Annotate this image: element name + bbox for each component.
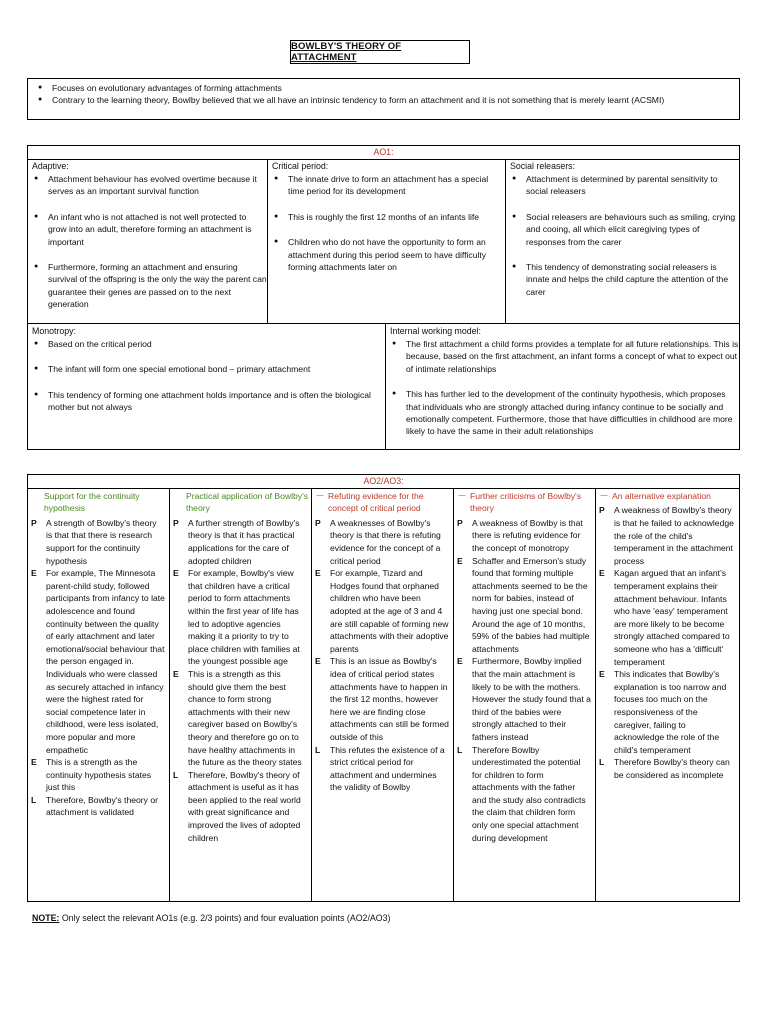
evaluation-column xyxy=(170,489,312,901)
peel-key: L xyxy=(599,757,605,768)
peel-row xyxy=(170,668,311,769)
peel-key: L xyxy=(173,769,179,780)
document-title xyxy=(290,40,470,64)
peel-row xyxy=(596,567,739,668)
adaptive-cell xyxy=(28,159,268,323)
social-releasers-heading: Social releasers: xyxy=(510,161,576,171)
internal-working-model-heading: Internal working model: xyxy=(390,326,481,336)
peel-key: E xyxy=(173,668,179,679)
peel-key: L xyxy=(315,744,321,755)
peel-key: L xyxy=(457,744,463,755)
peel-text: Therefore, Bowlby's theory or attachment is validated xyxy=(46,794,158,818)
monotropy-cell xyxy=(28,323,386,449)
peel-row xyxy=(596,756,739,781)
peel-text: A weakness of Bowlby's theory is that he failed to acknowledge the role of the child's temperament in the attachment process xyxy=(614,505,734,566)
peel-text: Kagan argued that an infant's temperament explains their attachment behaviour. Infants who have 'easy' temperament are more likely to be become strongly attached compared to someone who has a 'difficult' temperament xyxy=(614,568,730,667)
evaluation-column-title xyxy=(28,490,169,515)
peel-key: E xyxy=(315,568,321,579)
peel-row xyxy=(28,794,169,819)
monotropy-point: ● Based on the critical period xyxy=(28,338,385,350)
peel-row xyxy=(454,517,595,555)
social-releasers-cell xyxy=(506,159,739,323)
footer-note xyxy=(32,913,390,923)
adaptive-heading: Adaptive: xyxy=(32,161,69,171)
monotropy-point: ● The infant will form one special emotional bond – primary attachment xyxy=(28,363,385,375)
peel-row xyxy=(170,567,311,668)
note-label: NOTE: xyxy=(32,913,60,923)
peel-text: Therefore Bowlby's theory can be considered as incomplete xyxy=(614,757,730,780)
ao2-ao3-heading: AO2/AO3: xyxy=(28,475,739,489)
internal-working-model-cell xyxy=(386,323,739,449)
evaluation-column-title xyxy=(170,490,311,515)
peel-key: E xyxy=(599,568,605,579)
peel-text: For example, The Minnesota parent-child study, followed participants from infancy to late adolescence and found continuity between the quality of early attachment and later emotional/social behaviour that the person engaged in. Individuals who were classed as securely attached in infancy were the highest rated for social competence later in childhood, were less isolated, more popular and more empathetic xyxy=(46,568,165,755)
peel-row xyxy=(28,567,169,756)
peel-key: E xyxy=(457,555,463,566)
social-releasers-point: ● Social releasers are behaviours such as smiling, crying and cooing, all which elicit caregiving types of responses from the carer xyxy=(506,211,739,248)
peel-text: For example, Bowlby's view that children have a critical period to form attachments within the first year of life has led to adoptive agencies making it a priority to try to place children with families at the youngest possible age xyxy=(188,568,300,667)
critical-period-point: ● The innate drive to form an attachment has a special time period for its development xyxy=(268,173,505,198)
peel-row xyxy=(596,668,739,756)
peel-text: For example, Tizard and Hodges found that orphaned children who have been adopted at the age of 3 and 4 are still capable of forming new attachments with their adoptive parents xyxy=(330,568,449,654)
critical-period-cell xyxy=(268,159,506,323)
peel-text: Therefore, Bowlby's theory of attachment is useful as it has been applied to the real world with great significance and improved the lives of adopted children xyxy=(188,769,301,843)
peel-row xyxy=(454,555,595,656)
internal-working-model-point: ● The first attachment a child forms provides a template for all future relationships. This is because, based on the first attachment, an infant forms a concept of what to expect out of intimate relationships xyxy=(386,338,739,375)
ao1-heading: AO1: xyxy=(28,146,739,160)
peel-text: A weakness of Bowlby is that there is refuting evidence for the concept of monotropy xyxy=(472,517,583,553)
minus-marker-icon: — xyxy=(458,492,466,499)
peel-key: P xyxy=(315,517,321,528)
peel-key: E xyxy=(31,757,37,768)
peel-row xyxy=(454,744,595,845)
ao1-table xyxy=(27,145,740,450)
peel-row xyxy=(28,517,169,567)
ao2-ao3-table xyxy=(27,474,740,902)
evaluation-title-text: Refuting evidence for the concept of critical period xyxy=(328,491,424,514)
peel-text: A weaknesses of Bowlby's theory is that there is refuting evidence for the concept of a critical period xyxy=(330,517,441,566)
peel-row xyxy=(28,756,169,794)
plus-marker-icon xyxy=(28,490,44,515)
monotropy-point: ● This tendency of forming one attachment holds importance and is often the biological mother but not always xyxy=(28,389,385,414)
evaluation-column xyxy=(596,489,739,901)
social-releasers-point: ● This tendency of demonstrating social releasers is innate and helps the child capture the attention of the carer xyxy=(506,261,739,298)
peel-row xyxy=(170,769,311,845)
peel-row xyxy=(312,517,453,567)
evaluation-title-text: An alternative explanation xyxy=(612,491,711,501)
peel-row xyxy=(454,655,595,743)
peel-row xyxy=(312,744,453,794)
peel-row xyxy=(312,567,453,655)
critical-period-point: ● Children who do not have the opportunity to form an attachment during this period seem to have difficulty forming attachments later on xyxy=(268,236,505,273)
peel-key: E xyxy=(315,656,321,667)
evaluation-column-title xyxy=(312,490,453,515)
critical-period-point: ● This is roughly the first 12 months of an infants life xyxy=(268,211,505,223)
minus-marker-icon: — xyxy=(316,492,324,499)
peel-key: E xyxy=(31,568,37,579)
adaptive-point: ● An infant who is not attached is not well protected to grow into an adult, therefore forming an attachment is important xyxy=(28,211,267,248)
evaluation-title-text: Further criticisms of Bowlby's theory xyxy=(470,491,581,514)
peel-text: Furthermore, Bowlby implied that the main attachment is likely to be with the mothers. However the study found that a third of the babies were strongly attached to their fathers instead xyxy=(472,656,591,742)
peel-text: This refutes the existence of a strict critical period for attachment and undermines the validity of Bowlby xyxy=(330,744,445,793)
evaluation-column xyxy=(312,489,454,901)
adaptive-point: ● Furthermore, forming an attachment and ensuring survival of the offspring is the only the way the parent can guarantee their genes are passed on to the next generation xyxy=(28,261,267,311)
peel-key: E xyxy=(173,568,179,579)
peel-text: This indicates that Bowlby's explanation is too narrow and focuses too much on the responsiveness of the caregiver, failing to acknowledge the role of the child's temperament xyxy=(614,669,727,755)
peel-text: Schaffer and Emerson's study found that forming multiple attachments seemed to be the norm for babies, instead of having just one special bond. Around the age of 10 months, 59% of the babies had multiple attachments xyxy=(472,555,590,654)
evaluation-title-text: Practical application of Bowlby's theory xyxy=(186,491,309,514)
peel-key: P xyxy=(173,517,179,528)
monotropy-heading: Monotropy: xyxy=(32,326,77,336)
intro-point: ● Contrary to the learning theory, Bowlby believed that we all have an intrinsic tendency to form an attachment and it is not something that is merely learnt (ACSMI) xyxy=(32,94,735,106)
social-releasers-point: ● Attachment is determined by parental sensitivity to social releasers xyxy=(506,173,739,198)
peel-text: A further strength of Bowlby's theory is that it has practical applications for the care of adopted children xyxy=(188,517,300,566)
evaluation-column xyxy=(28,489,170,901)
peel-text: This is a strength as this should give them the best chance to form strong attachments with their new caregiver based on Bowlby's theory and therefore go on to have healthy attachments in the future as the theory states xyxy=(188,668,302,768)
intro-box xyxy=(27,78,740,120)
peel-key: P xyxy=(457,517,463,528)
evaluation-column-title xyxy=(454,490,595,515)
intro-point: ● Focuses on evolutionary advantages of forming attachments xyxy=(32,82,735,94)
evaluation-column xyxy=(454,489,596,901)
evaluation-column-title xyxy=(596,490,739,502)
peel-row xyxy=(170,517,311,567)
peel-row xyxy=(596,504,739,567)
peel-text: Therefore Bowlby underestimated the potential for children to form attachments with the father and the study also contradicts the claim that children form only one special attachment during development xyxy=(472,744,586,843)
plus-marker-icon xyxy=(170,490,186,515)
minus-marker-icon: — xyxy=(600,492,608,499)
peel-key: L xyxy=(31,794,37,805)
evaluation-title-text: Support for the continuity hypothesis xyxy=(44,491,140,514)
internal-working-model-point: ● This has further led to the development of the continuity hypothesis, which proposes that individuals who are strongly attached during infancy continue to be socially and emotionally competent. Furthermore, those that have difficulties in childhood are more likely to have the same in their adult relationships xyxy=(386,388,739,438)
note-text: Only select the relevant AO1s (e.g. 2/3 points) and four evaluation points (AO2/AO3) xyxy=(59,913,391,923)
critical-period-heading: Critical period: xyxy=(272,161,329,171)
peel-text: This is an issue as Bowlby's idea of critical period states attachments have to happen in the first 12 months, however here we are finding close attachments can still be formed outside of this xyxy=(330,656,449,742)
adaptive-point: ● Attachment behaviour has evolved overtime because it serves as an important survival function xyxy=(28,173,267,198)
peel-key: P xyxy=(599,505,605,516)
peel-key: E xyxy=(599,669,605,680)
peel-text: This is a strength as the continuity hypothesis states just this xyxy=(46,757,152,793)
peel-key: E xyxy=(457,656,463,667)
peel-key: P xyxy=(31,517,37,528)
title-text: BOWLBY'S THEORY OF ATTACHMENT xyxy=(291,41,402,63)
peel-text: A strength of Bowlby's theory is that that there is research support for the continuity hypothesis xyxy=(46,517,157,566)
peel-row xyxy=(312,655,453,743)
